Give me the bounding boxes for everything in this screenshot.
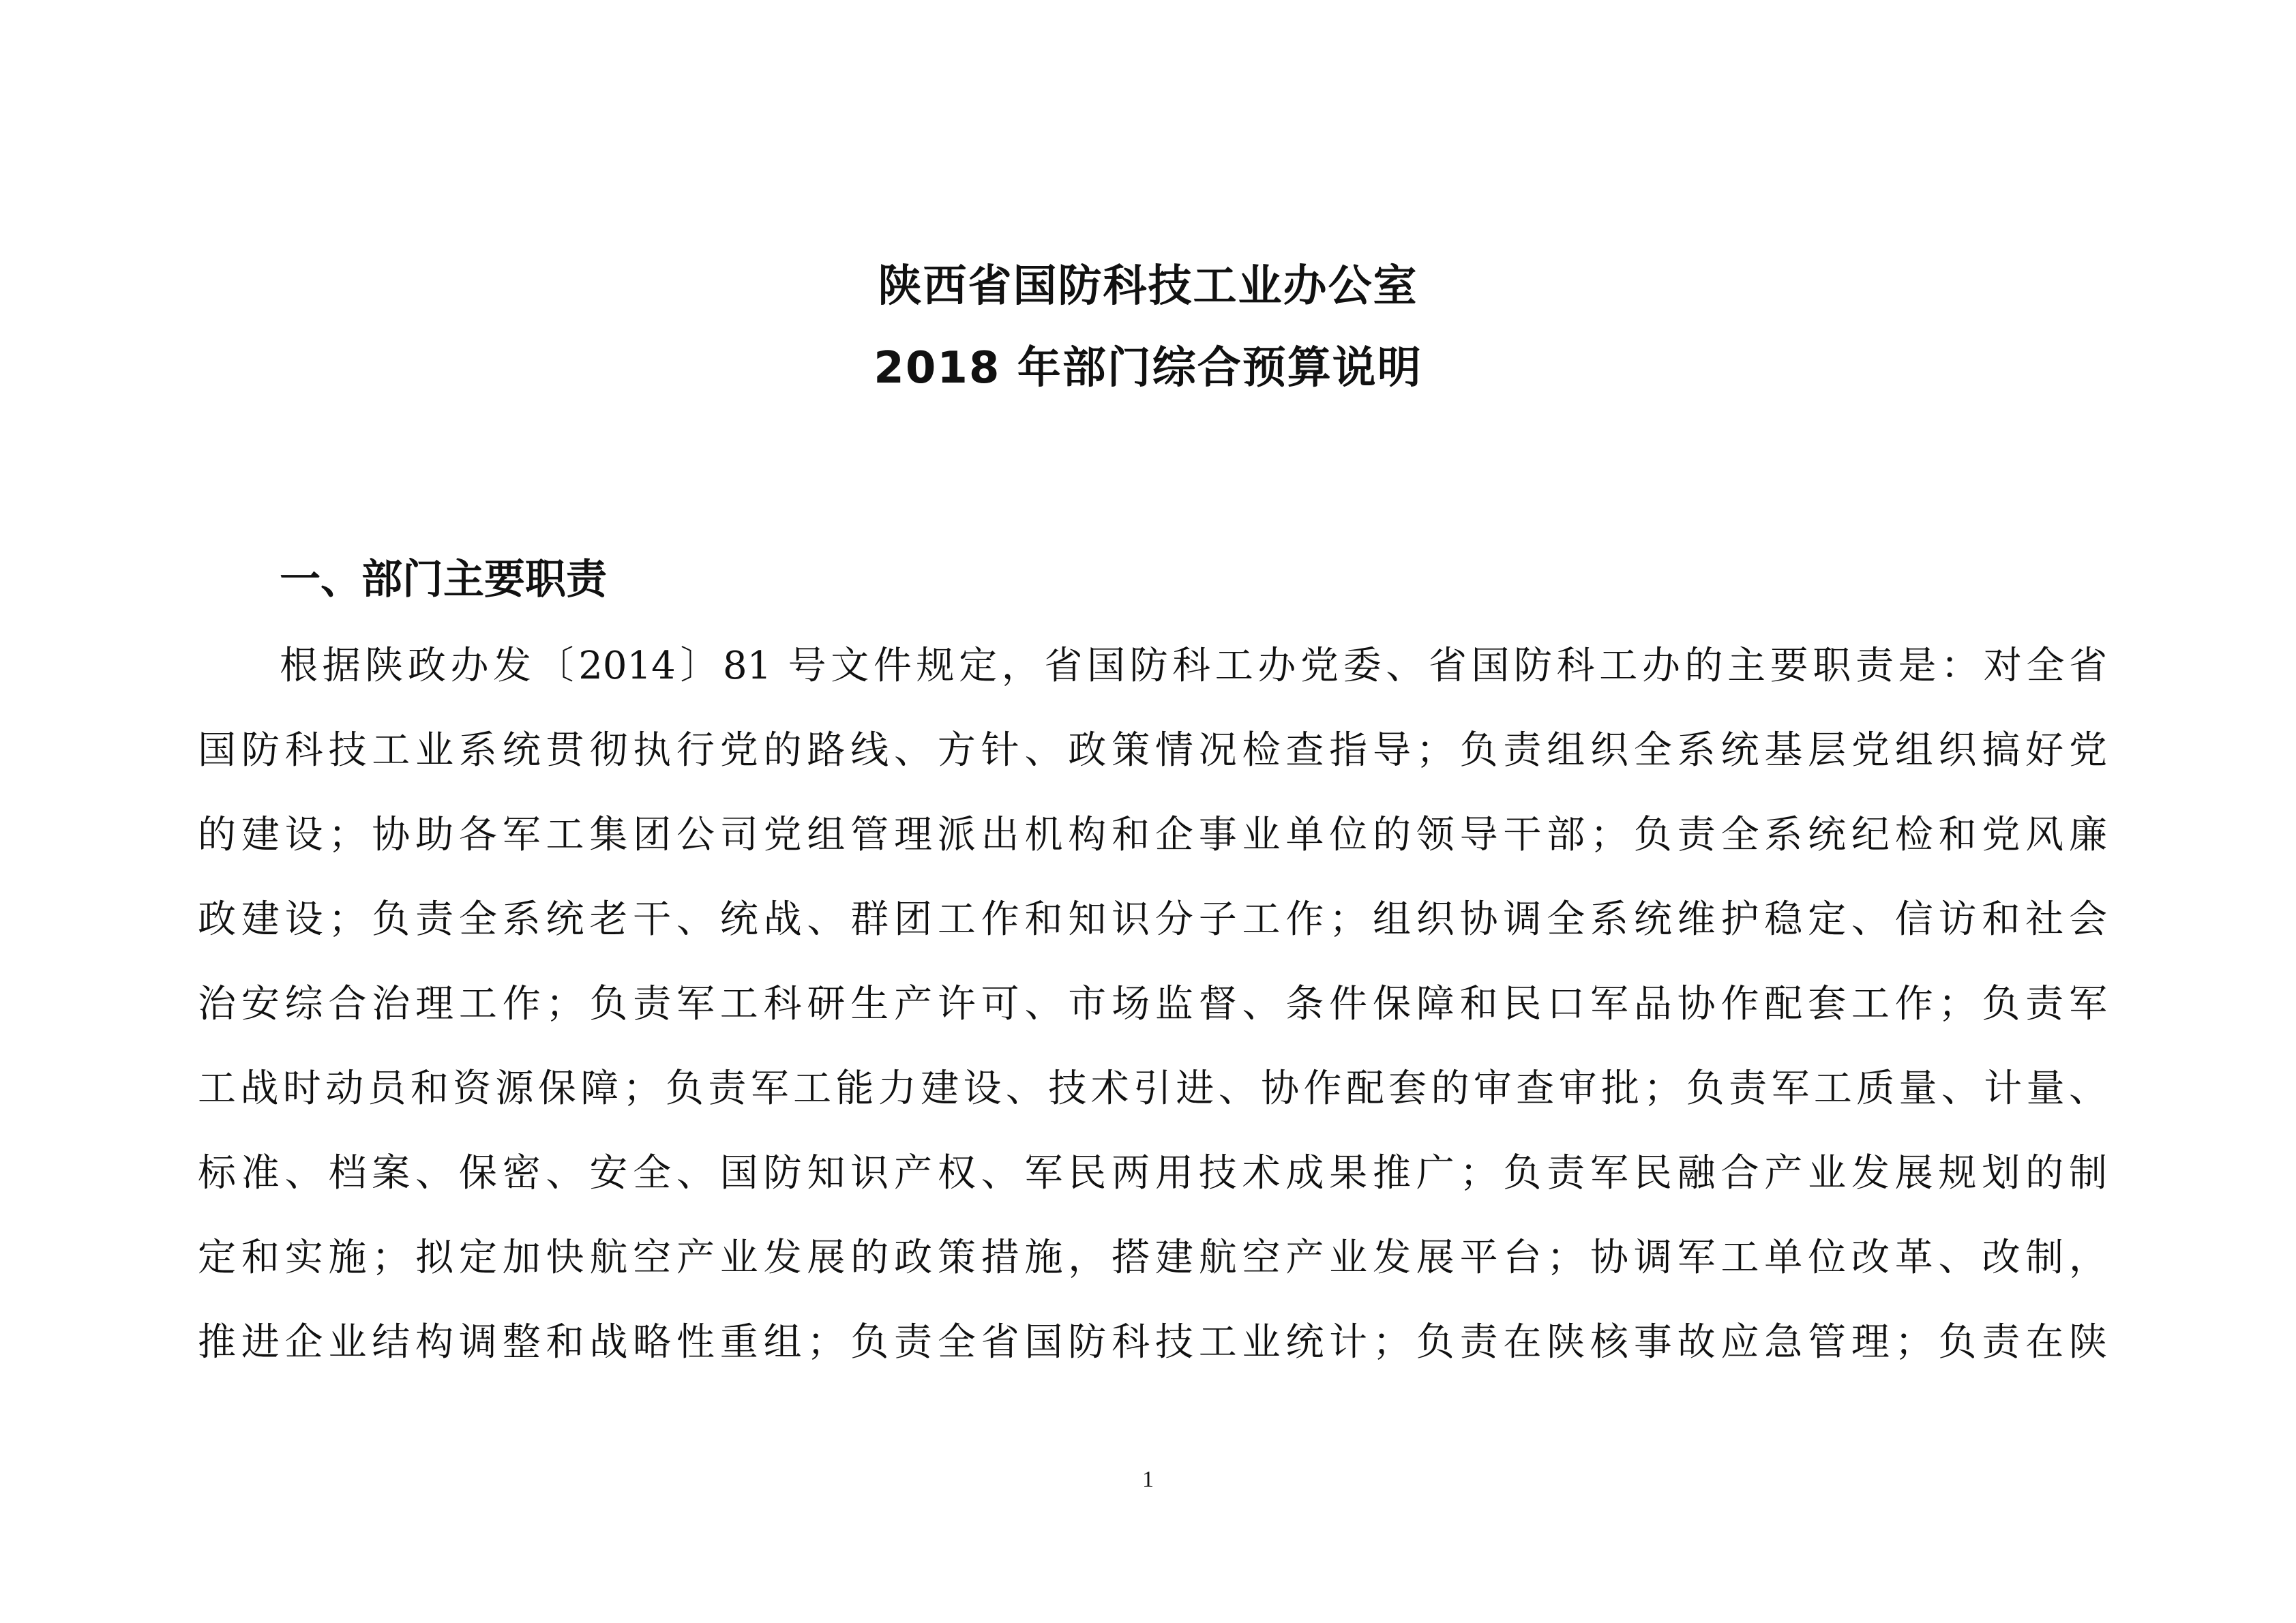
section-heading: 一、部门主要职责 xyxy=(280,556,607,604)
page-number: 1 xyxy=(1142,1467,1154,1492)
paragraph-line: 政建设；负责全系统老干、统战、群团工作和知识分子工作；组织协调全系统维护稳定、信访和社会 xyxy=(198,897,2107,942)
paragraph-line: 定和实施；拟定加快航空产业发展的政策措施，搭建航空产业发展平台；协调军工单位改革、改制， xyxy=(198,1236,2107,1280)
paragraph-line: 工战时动员和资源保障；负责军工能力建设、技术引进、协作配套的审查审批；负责军工质量、计量、 xyxy=(198,1067,2107,1111)
paragraph-line: 标准、档案、保密、安全、国防知识产权、军民两用技术成果推广；负责军民融合产业发展规划的制 xyxy=(198,1151,2107,1195)
document-title-line-1: 陕西省国防科技工业办公室 xyxy=(878,261,1418,312)
paragraph-line: 根据陕政办发〔2014〕81 号文件规定，省国防科工办党委、省国防科工办的主要职责是：对全省 xyxy=(280,644,2107,688)
paragraph-line: 的建设；协助各军工集团公司党组管理派出机构和企事业单位的领导干部；负责全系统纪检和党风廉 xyxy=(198,813,2107,857)
paragraph-line: 推进企业结构调整和战略性重组；负责全省国防科技工业统计；负责在陕核事故应急管理；负责在陕 xyxy=(198,1320,2107,1365)
document-title-line-2: 2018 年部门综合预算说明 xyxy=(874,343,1422,393)
paragraph-line: 国防科技工业系统贯彻执行党的路线、方针、政策情况检查指导；负责组织全系统基层党组织搞好党 xyxy=(198,728,2107,773)
paragraph-line: 治安综合治理工作；负责军工科研生产许可、市场监督、条件保障和民口军品协作配套工作；负责军 xyxy=(198,982,2107,1026)
